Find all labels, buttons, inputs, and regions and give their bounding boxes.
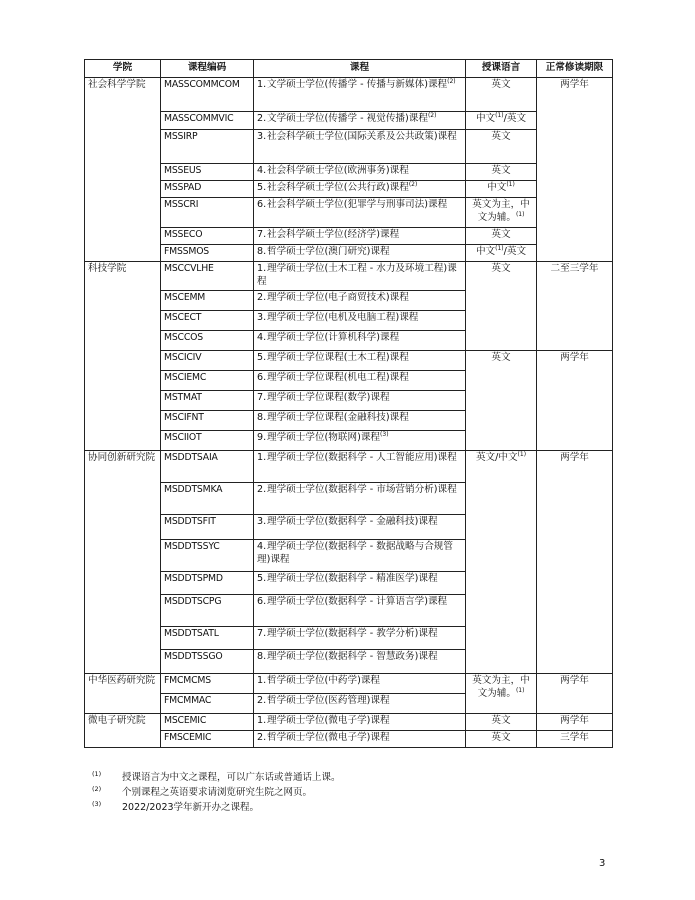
programme-title: 理学硕士学位课程(土木工程)课程: [267, 352, 409, 363]
footnote-marker: (1): [515, 210, 525, 218]
code-cell: MSCEMM: [161, 291, 254, 311]
footnotes: [92, 770, 341, 815]
table-row: [85, 198, 613, 228]
code-cell: MSCECT: [161, 311, 254, 331]
language-cell: 英文: [466, 351, 537, 451]
footnote-marker: (2): [427, 111, 437, 119]
item-number: 5.: [257, 573, 267, 584]
item-number: 1.: [257, 452, 267, 463]
programme-title: 理学硕士学位(数据科学 - 数据战略与合规管理)课程: [257, 541, 453, 565]
language-cell: 英文: [466, 78, 537, 112]
duration-cell: 两学年: [537, 714, 613, 731]
programme-title: 理学硕士学位课程(数学)课程: [267, 392, 390, 403]
language-text: 中文: [475, 246, 496, 257]
item-number: 9.: [257, 432, 267, 443]
code-cell: MSSECO: [161, 228, 254, 245]
code-cell: FMSCEMIC: [161, 731, 254, 748]
item-number: 4.: [257, 541, 267, 552]
programme-cell: [254, 331, 466, 351]
programme-title: 哲学硕士学位(微电子学)课程: [267, 732, 390, 743]
language-cell: [466, 674, 537, 714]
table-row: [85, 228, 613, 245]
table-header-row: [85, 60, 613, 78]
programme-title: 理学硕士学位课程(机电工程)课程: [267, 372, 409, 383]
programme-title: 理学硕士学位(数据科学 - 人工智能应用)课程: [267, 452, 457, 463]
code-cell: FMCMMAC: [161, 694, 254, 714]
code-cell: FMCMCMS: [161, 674, 254, 694]
code-cell: MSDDTSCPG: [161, 595, 254, 627]
item-number: 3.: [257, 312, 267, 323]
footnote-mark: (3): [92, 800, 102, 808]
language-cell: 英文: [466, 164, 537, 181]
footnote-marker: (1): [517, 450, 527, 458]
programme-title: 理学硕士学位(电机及电脑工程)课程: [267, 312, 419, 323]
table-row: [85, 731, 613, 748]
item-number: 3.: [257, 516, 267, 527]
programme-cell: [254, 627, 466, 650]
code-cell: MSSPAD: [161, 181, 254, 198]
programme-title: 理学硕士学位课程(金融科技)课程: [267, 412, 409, 423]
code-cell: MSCCOS: [161, 331, 254, 351]
language-cell: [466, 112, 537, 130]
language-text: 中文: [475, 113, 496, 124]
footnote-marker: (2): [447, 77, 456, 85]
item-number: 8.: [257, 412, 267, 423]
duration-cell: 三学年: [537, 731, 613, 748]
programme-cell: [254, 245, 466, 262]
item-number: 8.: [257, 651, 267, 662]
footnote-marker: (2): [408, 180, 418, 188]
language-text: /英文: [503, 113, 527, 124]
duration-cell: 二至三学年: [537, 262, 613, 351]
footnote-marker: (1): [495, 111, 504, 119]
programme-cell: [254, 714, 466, 731]
footnote-mark: (2): [92, 785, 102, 793]
language-cell: 英文: [466, 130, 537, 164]
duration-cell: 两学年: [537, 351, 613, 451]
language-text: 英文为主，中文为辅。: [472, 675, 530, 699]
table-row: [85, 262, 613, 291]
footnote: [92, 785, 341, 800]
item-number: 1.: [257, 675, 267, 686]
item-number: 2.: [257, 484, 267, 495]
programme-cell: [254, 674, 466, 694]
language-cell: 英文: [466, 731, 537, 748]
programme-cell: [254, 515, 466, 540]
footnote-text: 个别课程之英语要求请浏览研究生院之网页。: [122, 787, 313, 798]
programme-title: 社会科学硕士学位(犯罪学与刑事司法)课程: [267, 199, 448, 210]
programme-title: 哲学硕士学位(中药学)课程: [267, 675, 381, 686]
language-cell: 英文: [466, 262, 537, 351]
programme-cell: [254, 351, 466, 371]
faculty-cell: 科技学院: [85, 262, 161, 451]
footnote-mark: (1): [92, 770, 102, 778]
code-cell: MSSCRI: [161, 198, 254, 228]
table-row: [85, 181, 613, 198]
programme-cell: [254, 451, 466, 483]
item-number: 1.: [257, 715, 267, 726]
programme-cell: [254, 411, 466, 431]
table-row: [85, 78, 613, 112]
table-row: [85, 164, 613, 181]
table-row: [85, 112, 613, 130]
footnote: [92, 770, 341, 785]
programme-title: 理学硕士学位(计算机科学)课程: [267, 332, 400, 343]
programme-title: 理学硕士学位(数据科学 - 智慧政务)课程: [267, 651, 438, 662]
programme-cell: [254, 650, 466, 674]
footnote-text: 2022/2023学年新开办之课程。: [122, 802, 260, 813]
programme-cell: [254, 112, 466, 130]
programme-cell: [254, 572, 466, 595]
programme-title: 理学硕士学位(微电子学)课程: [267, 715, 390, 726]
item-number: 1.: [257, 79, 267, 90]
programme-title: 哲学硕士学位(医药管理)课程: [267, 695, 390, 706]
language-cell: [466, 451, 537, 674]
item-number: 6.: [257, 199, 267, 210]
item-number: 2.: [257, 113, 267, 124]
programme-title: 理学硕士学位(电子商贸技术)课程: [267, 292, 409, 303]
programme-cell: [254, 291, 466, 311]
header-language: 授课语言: [466, 60, 537, 78]
language-text: /英文: [503, 246, 527, 257]
footnote-marker: (1): [515, 686, 525, 694]
header-faculty: 学院: [85, 60, 161, 78]
item-number: 3.: [257, 131, 267, 142]
language-cell: 英文: [466, 228, 537, 245]
programme-cell: [254, 694, 466, 714]
code-cell: MASSCOMMCOM: [161, 78, 254, 112]
item-number: 4.: [257, 332, 267, 343]
programme-cell: [254, 540, 466, 572]
code-cell: MSSEUS: [161, 164, 254, 181]
faculty-cell: 中华医药研究院: [85, 674, 161, 714]
programme-title: 社会科学硕士学位(经济学)课程: [267, 229, 400, 240]
table-row: [85, 714, 613, 731]
item-number: 2.: [257, 292, 267, 303]
code-cell: MSDDTSSYC: [161, 540, 254, 572]
table-row: [85, 130, 613, 164]
duration-cell: 两学年: [537, 78, 613, 262]
programme-cell: [254, 130, 466, 164]
programme-table: [84, 59, 613, 748]
item-number: 1.: [257, 263, 267, 274]
code-cell: MSDDTSMKA: [161, 483, 254, 515]
item-number: 5.: [257, 352, 267, 363]
code-cell: MSCIFNT: [161, 411, 254, 431]
header-code: 课程编码: [161, 60, 254, 78]
programme-cell: [254, 228, 466, 245]
language-text: 英文为主，中文为辅。: [472, 199, 530, 223]
programme-cell: [254, 78, 466, 112]
language-cell: [466, 198, 537, 228]
item-number: 7.: [257, 229, 267, 240]
faculty-cell: 协同创新研究院: [85, 451, 161, 674]
code-cell: MSDDTSSGO: [161, 650, 254, 674]
code-cell: MSDDTSAIA: [161, 451, 254, 483]
programme-title: 理学硕士学位(数据科学 - 教学分析)课程: [267, 628, 438, 639]
language-cell: [466, 181, 537, 198]
programme-title: 哲学硕士学位(澳门研究)课程: [267, 246, 390, 257]
programme-title: 理学硕士学位(物联网)课程: [267, 432, 381, 443]
code-cell: MSCEMIC: [161, 714, 254, 731]
code-cell: MSCICIV: [161, 351, 254, 371]
code-cell: MSDDTSPMD: [161, 572, 254, 595]
item-number: 6.: [257, 596, 267, 607]
page-number: 3: [599, 858, 606, 869]
programme-cell: [254, 371, 466, 391]
language-text: 中文: [487, 182, 507, 193]
programme-title: 理学硕士学位(土木工程 - 水力及环境工程)课程: [257, 263, 457, 287]
item-number: 2.: [257, 695, 267, 706]
table-row: [85, 351, 613, 371]
faculty-cell: 社会科学学院: [85, 78, 161, 262]
language-cell: 英文: [466, 714, 537, 731]
item-number: 7.: [257, 628, 267, 639]
code-cell: MSCCVLHE: [161, 262, 254, 291]
programme-cell: [254, 431, 466, 451]
item-number: 6.: [257, 372, 267, 383]
programme-cell: [254, 483, 466, 515]
code-cell: MSTMAT: [161, 391, 254, 411]
header-duration: 正常修读期限: [537, 60, 613, 78]
programme-title: 理学硕士学位(数据科学 - 计算语言学)课程: [267, 596, 448, 607]
language-text: 英文/中文: [475, 452, 518, 463]
faculty-cell: 微电子研究院: [85, 714, 161, 748]
programme-cell: [254, 262, 466, 291]
footnote: [92, 800, 341, 815]
code-cell: MSCIIOT: [161, 431, 254, 451]
footnote-marker: (3): [380, 430, 389, 438]
programme-cell: [254, 198, 466, 228]
code-cell: MSDDTSATL: [161, 627, 254, 650]
duration-cell: 两学年: [537, 451, 613, 674]
table-row: [85, 245, 613, 262]
language-cell: [466, 245, 537, 262]
programme-title: 文学硕士学位(传播学 - 视觉传播)课程: [267, 113, 428, 124]
programme-title: 社会科学硕士学位(公共行政)课程: [267, 182, 409, 193]
programme-cell: [254, 731, 466, 748]
programme-cell: [254, 164, 466, 181]
item-number: 5.: [257, 182, 267, 193]
code-cell: MSSIRP: [161, 130, 254, 164]
item-number: 2.: [257, 732, 267, 743]
item-number: 7.: [257, 392, 267, 403]
footnote-text: 授课语言为中文之课程，可以广东话或普通话上课。: [122, 772, 341, 783]
programme-title: 理学硕士学位(数据科学 - 市场营销分析)课程: [267, 484, 457, 495]
item-number: 4.: [257, 165, 267, 176]
programme-cell: [254, 595, 466, 627]
code-cell: MSCIEMC: [161, 371, 254, 391]
duration-cell: 两学年: [537, 674, 613, 714]
programme-cell: [254, 311, 466, 331]
programme-title: 理学硕士学位(数据科学 - 精准医学)课程: [267, 573, 438, 584]
programme-title: 文学硕士学位(传播学 - 传播与新媒体)课程: [267, 79, 448, 90]
programme-title: 理学硕士学位(数据科学 - 金融科技)课程: [267, 516, 438, 527]
programme-cell: [254, 391, 466, 411]
table-row: [85, 674, 613, 694]
table-row: [85, 451, 613, 483]
code-cell: FMSSMOS: [161, 245, 254, 262]
header-programme: 课程: [254, 60, 466, 78]
programme-cell: [254, 181, 466, 198]
item-number: 8.: [257, 246, 267, 257]
programme-title: 社会科学硕士学位(欧洲事务)课程: [267, 165, 409, 176]
programme-title: 社会科学硕士学位(国际关系及公共政策)课程: [267, 131, 457, 142]
code-cell: MSDDTSFIT: [161, 515, 254, 540]
footnote-marker: (1): [506, 180, 515, 188]
footnote-marker: (1): [495, 244, 504, 252]
code-cell: MASSCOMMVIC: [161, 112, 254, 130]
